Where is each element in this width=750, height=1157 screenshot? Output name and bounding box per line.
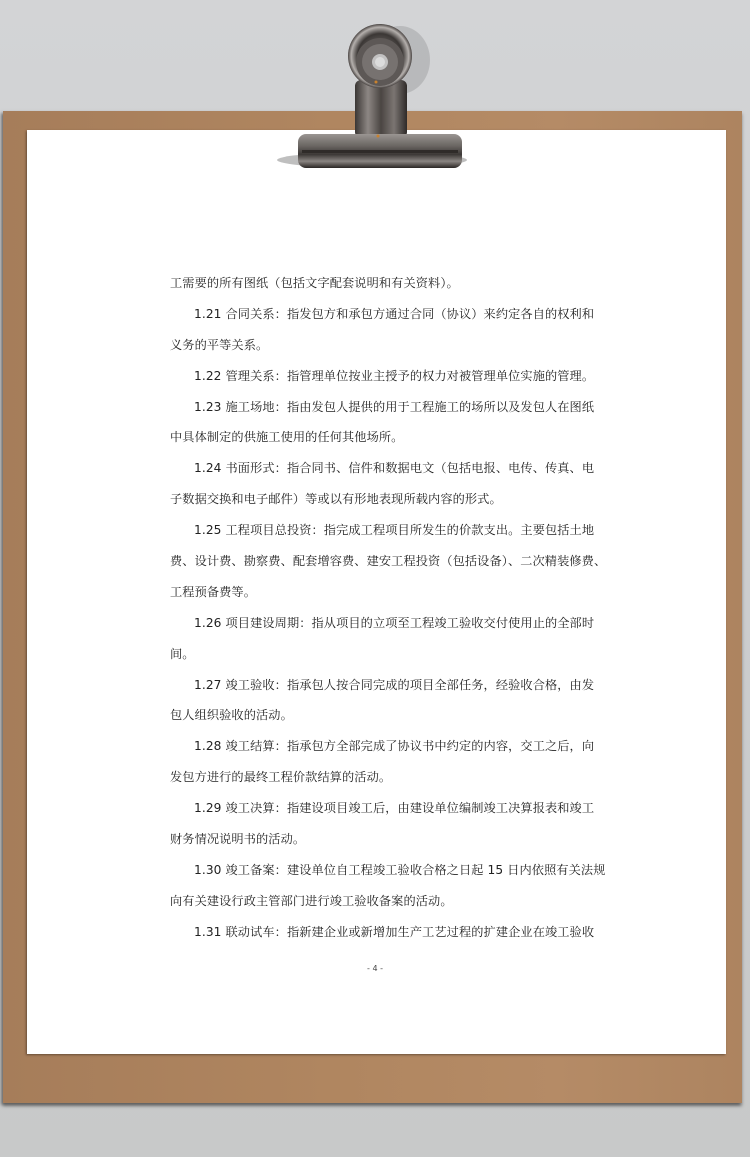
text-line: 1.30 竣工备案：建设单位自工程竣工验收合格之日起 15 日内依照有关法规 xyxy=(194,862,606,877)
text-line: 1.26 项目建设周期：指从项目的立项至工程竣工验收交付使用止的全部时 xyxy=(194,615,595,630)
text-line: 1.29 竣工决算：指建设项目竣工后，由建设单位编制竣工决算报表和竣工 xyxy=(194,801,595,816)
document-body xyxy=(170,268,607,948)
text-line: 义务的平等关系。 xyxy=(170,337,269,352)
text-line: 发包方进行的最终工程价款结算的活动。 xyxy=(170,770,392,785)
text-line: 子数据交换和电子邮件）等或以有形地表现所载内容的形式。 xyxy=(170,492,502,507)
text-line: 1.28 竣工结算：指承包方全部完成了协议书中约定的内容，交工之后，向 xyxy=(194,739,595,754)
text-line: 工程预备费等。 xyxy=(170,584,257,599)
text-line: 1.23 施工场地：指由发包人提供的用于工程施工的场所以及发包人在图纸 xyxy=(194,399,595,414)
text-line: 费、设计费、勘察费、配套增容费、建安工程投资（包括设备）、二次精装修费、 xyxy=(170,554,607,569)
text-line: 工需要的所有图纸（包括文字配套说明和有关资料）。 xyxy=(170,276,459,290)
text-line: 包人组织验收的活动。 xyxy=(170,708,293,723)
text-line: 1.25 工程项目总投资：指完成工程项目所发生的价款支出。主要包括土地 xyxy=(194,523,595,538)
text-line: 中具体制定的供施工使用的任何其他场所。 xyxy=(170,430,404,445)
text-line: 1.24 书面形式：指合同书、信件和数据电文（包括电报、电传、传真、电 xyxy=(194,461,595,476)
text-line: 财务情况说明书的活动。 xyxy=(170,832,306,847)
text-line: 1.22 管理关系：指管理单位按业主授予的权力对被管理单位实施的管理。 xyxy=(194,368,595,383)
text-line: 1.27 竣工验收：指承包人按合同完成的项目全部任务，经验收合格，由发 xyxy=(194,677,595,692)
text-line: 1.31 联动试车：指新建企业或新增加生产工艺过程的扩建企业在竣工验收 xyxy=(194,924,595,939)
page-number: - 4 - xyxy=(367,964,383,973)
text-line: 向有关建设行政主管部门进行竣工验收备案的活动。 xyxy=(170,893,453,908)
text-line: 间。 xyxy=(170,646,195,661)
text-line: 1.21 合同关系：指发包方和承包方通过合同（协议）来约定各自的权利和 xyxy=(194,306,595,321)
